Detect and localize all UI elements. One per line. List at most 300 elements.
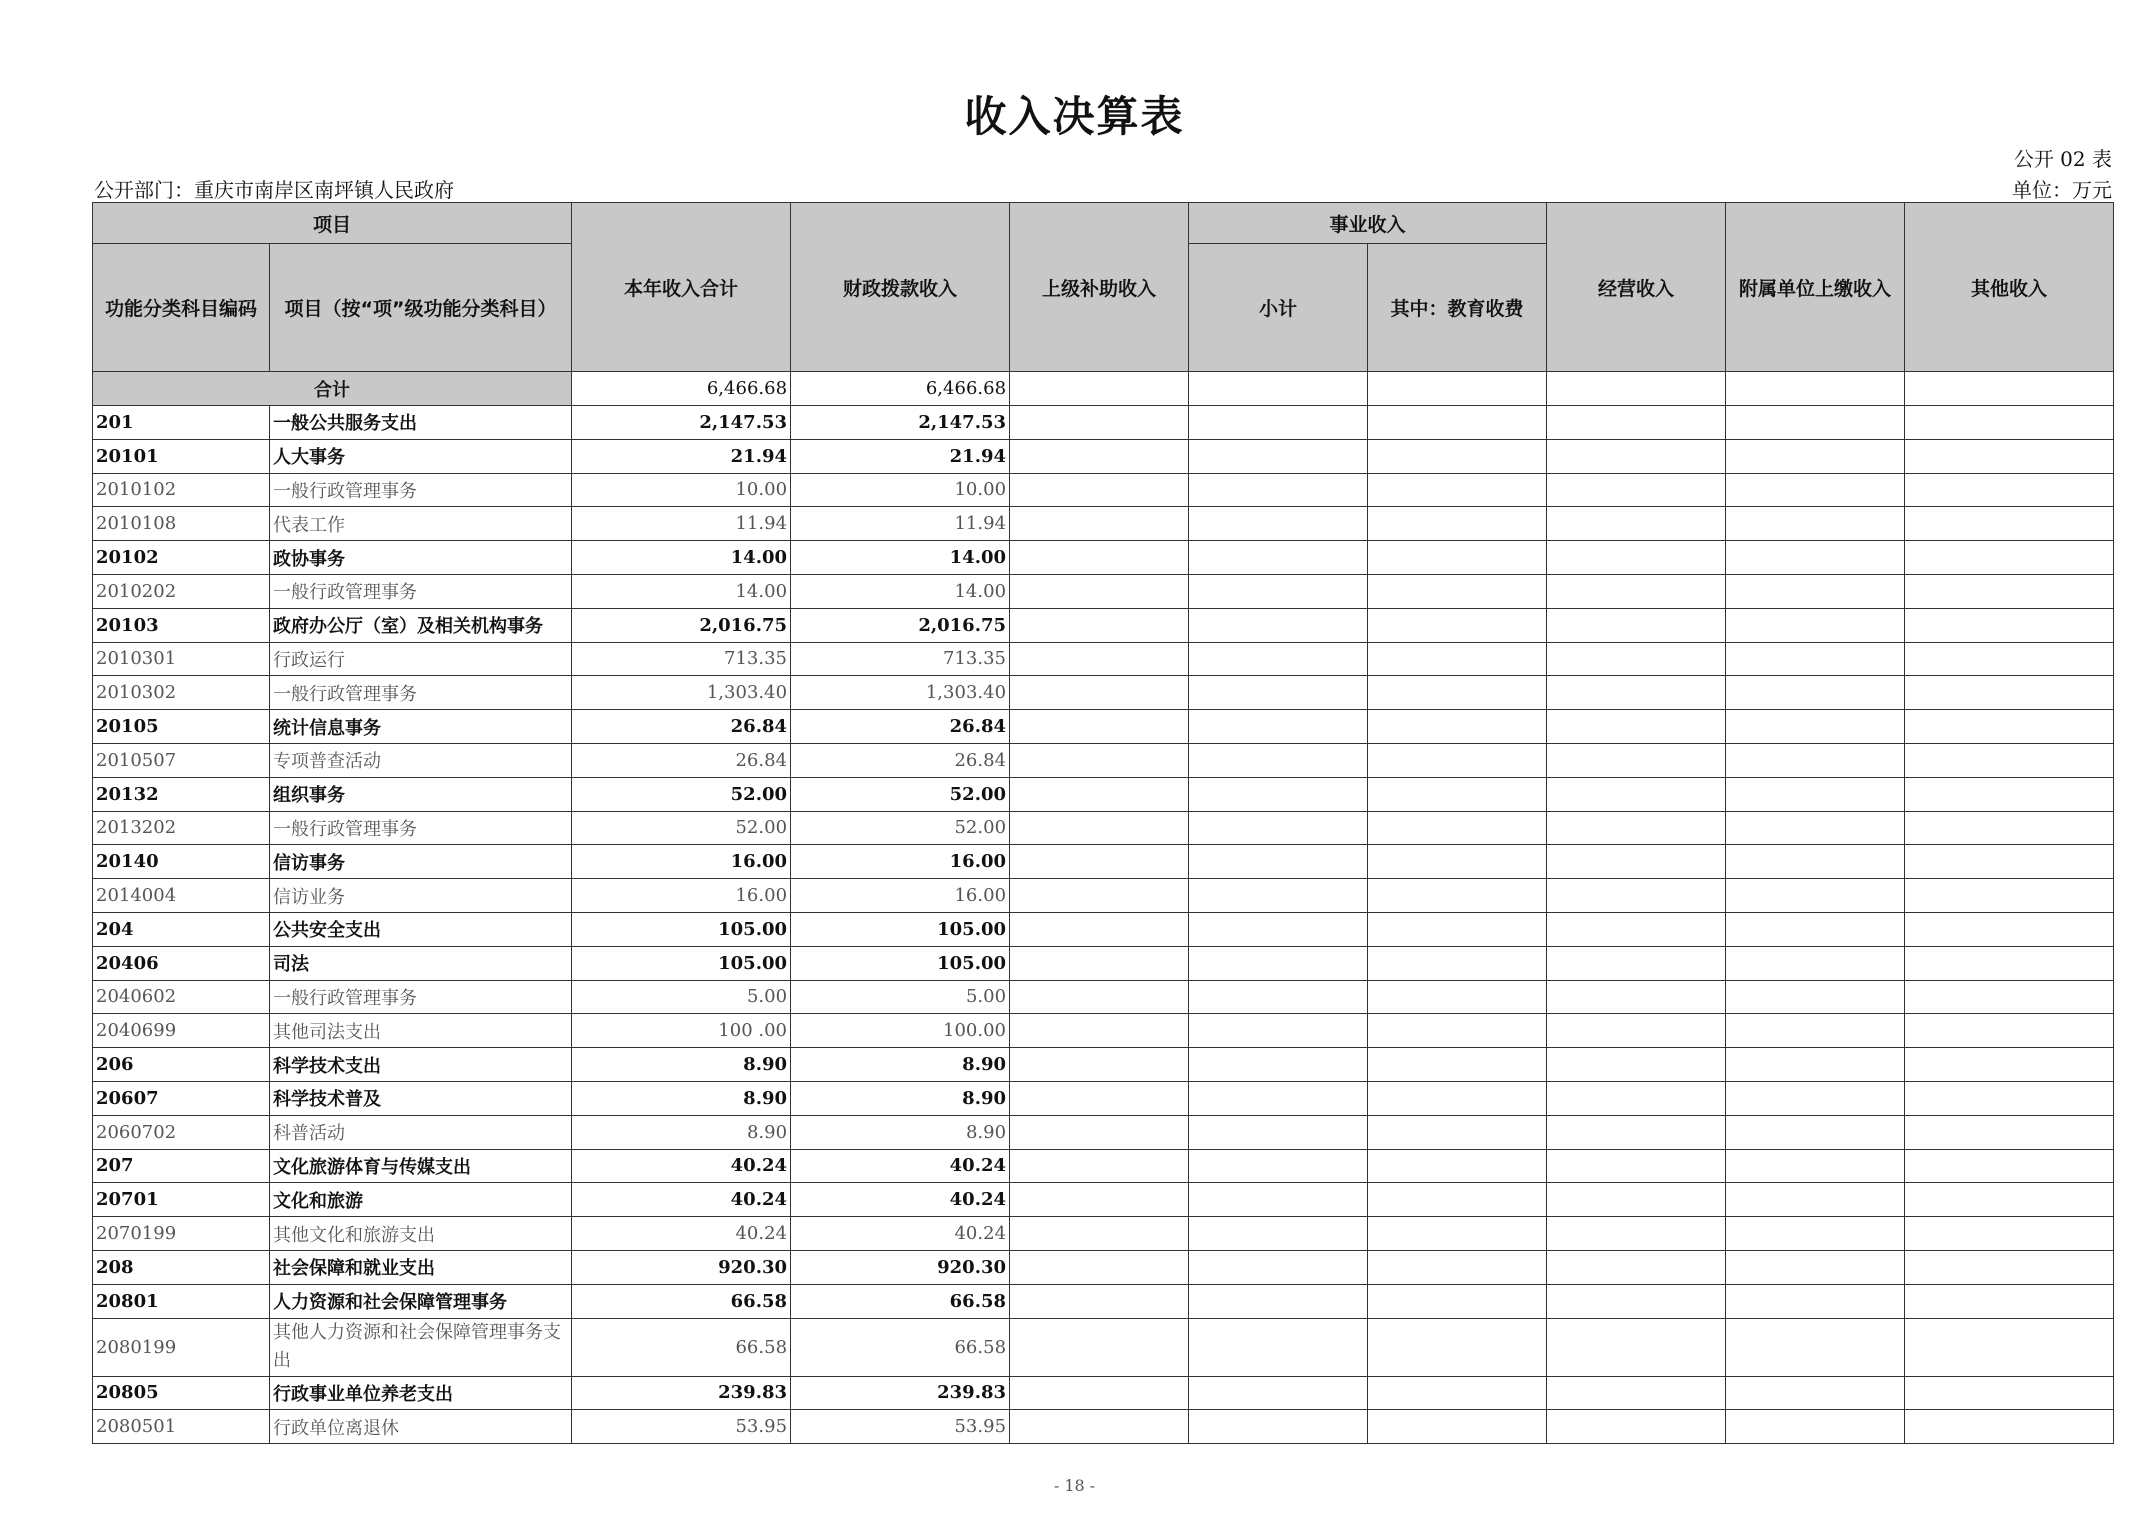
empty-cell xyxy=(1368,1149,1547,1183)
row-fiscal: 21.94 xyxy=(791,439,1010,473)
row-total: 26.84 xyxy=(572,743,791,777)
row-fiscal: 100.00 xyxy=(791,1014,1010,1048)
empty-cell xyxy=(1547,845,1726,879)
row-total: 1,303.40 xyxy=(572,676,791,710)
row-name: 代表工作 xyxy=(270,507,572,541)
empty-cell xyxy=(1726,1376,1905,1410)
table-row xyxy=(93,1410,2114,1444)
row-fiscal: 26.84 xyxy=(791,710,1010,744)
row-name: 一般行政管理事务 xyxy=(270,574,572,608)
row-total: 105.00 xyxy=(572,912,791,946)
table-row xyxy=(93,1115,2114,1149)
empty-cell xyxy=(1010,507,1189,541)
empty-cell xyxy=(1189,1183,1368,1217)
empty-cell xyxy=(1547,541,1726,575)
empty-cell xyxy=(1905,473,2114,507)
row-name: 政协事务 xyxy=(270,541,572,575)
empty-cell xyxy=(1010,811,1189,845)
empty-cell xyxy=(1189,1376,1368,1410)
empty-cell xyxy=(1547,1410,1726,1444)
empty-cell xyxy=(1905,1048,2114,1082)
empty-cell xyxy=(1189,845,1368,879)
empty-cell xyxy=(1726,845,1905,879)
row-code: 20701 xyxy=(93,1183,270,1217)
row-fiscal: 2,147.53 xyxy=(791,406,1010,440)
empty-cell xyxy=(1368,406,1547,440)
empty-cell xyxy=(1547,1081,1726,1115)
row-fiscal: 16.00 xyxy=(791,879,1010,913)
table-row xyxy=(93,1081,2114,1115)
empty-cell xyxy=(1726,777,1905,811)
row-code: 20132 xyxy=(93,777,270,811)
empty-cell xyxy=(1905,1014,2114,1048)
row-fiscal: 8.90 xyxy=(791,1048,1010,1082)
row-fiscal: 713.35 xyxy=(791,642,1010,676)
row-name: 文化旅游体育与传媒支出 xyxy=(270,1149,572,1183)
row-total: 52.00 xyxy=(572,811,791,845)
empty-cell xyxy=(1189,1284,1368,1318)
empty-cell xyxy=(1726,1115,1905,1149)
row-code: 20805 xyxy=(93,1376,270,1410)
empty-cell xyxy=(1189,879,1368,913)
empty-cell xyxy=(1189,912,1368,946)
empty-cell xyxy=(1547,946,1726,980)
empty-cell xyxy=(1905,372,2114,406)
empty-cell xyxy=(1547,608,1726,642)
empty-cell xyxy=(1726,1014,1905,1048)
empty-cell xyxy=(1726,473,1905,507)
table-row xyxy=(93,1149,2114,1183)
row-name: 社会保障和就业支出 xyxy=(270,1250,572,1284)
row-total: 11.94 xyxy=(572,507,791,541)
row-fiscal: 26.84 xyxy=(791,743,1010,777)
empty-cell xyxy=(1010,1410,1189,1444)
row-total: 66.58 xyxy=(572,1318,791,1376)
empty-cell xyxy=(1189,642,1368,676)
row-code: 208 xyxy=(93,1250,270,1284)
empty-cell xyxy=(1547,1284,1726,1318)
empty-cell xyxy=(1368,439,1547,473)
department-label: 公开部门：重庆市南岸区南坪镇人民政府 xyxy=(94,178,454,202)
row-name: 统计信息事务 xyxy=(270,710,572,744)
table-row xyxy=(93,676,2114,710)
empty-cell xyxy=(1010,743,1189,777)
row-code: 2010507 xyxy=(93,743,270,777)
empty-cell xyxy=(1189,541,1368,575)
empty-cell xyxy=(1905,608,2114,642)
empty-cell xyxy=(1547,1048,1726,1082)
empty-cell xyxy=(1905,439,2114,473)
row-name: 一般行政管理事务 xyxy=(270,676,572,710)
row-total: 40.24 xyxy=(572,1149,791,1183)
empty-cell xyxy=(1547,1217,1726,1251)
row-fiscal: 10.00 xyxy=(791,473,1010,507)
empty-cell xyxy=(1547,743,1726,777)
empty-cell xyxy=(1189,1149,1368,1183)
header-fiscal: 财政拨款收入 xyxy=(791,203,1010,372)
row-code: 2014004 xyxy=(93,879,270,913)
row-name: 政府办公厅（室）及相关机构事务 xyxy=(270,608,572,642)
empty-cell xyxy=(1368,676,1547,710)
empty-cell xyxy=(1905,1410,2114,1444)
row-code: 2040699 xyxy=(93,1014,270,1048)
empty-cell xyxy=(1010,1081,1189,1115)
empty-cell xyxy=(1547,1183,1726,1217)
empty-cell xyxy=(1905,879,2114,913)
table-row xyxy=(93,811,2114,845)
empty-cell xyxy=(1368,1318,1547,1376)
empty-cell xyxy=(1368,372,1547,406)
empty-cell xyxy=(1905,845,2114,879)
row-fiscal: 105.00 xyxy=(791,946,1010,980)
empty-cell xyxy=(1189,574,1368,608)
empty-cell xyxy=(1010,1014,1189,1048)
table-row xyxy=(93,507,2114,541)
row-code: 2080501 xyxy=(93,1410,270,1444)
empty-cell xyxy=(1547,372,1726,406)
empty-cell xyxy=(1368,574,1547,608)
row-total: 14.00 xyxy=(572,541,791,575)
row-code: 2010202 xyxy=(93,574,270,608)
empty-cell xyxy=(1547,1376,1726,1410)
row-fiscal: 66.58 xyxy=(791,1284,1010,1318)
table-row xyxy=(93,1284,2114,1318)
row-fiscal: 105.00 xyxy=(791,912,1010,946)
empty-cell xyxy=(1189,507,1368,541)
row-fiscal: 8.90 xyxy=(791,1081,1010,1115)
row-name: 行政事业单位养老支出 xyxy=(270,1376,572,1410)
row-total: 8.90 xyxy=(572,1081,791,1115)
table-row xyxy=(93,980,2114,1014)
empty-cell xyxy=(1726,642,1905,676)
empty-cell xyxy=(1726,811,1905,845)
row-fiscal: 239.83 xyxy=(791,1376,1010,1410)
empty-cell xyxy=(1905,574,2114,608)
row-fiscal: 66.58 xyxy=(791,1318,1010,1376)
row-name: 一般行政管理事务 xyxy=(270,811,572,845)
row-total: 16.00 xyxy=(572,845,791,879)
row-total: 713.35 xyxy=(572,642,791,676)
row-name: 人力资源和社会保障管理事务 xyxy=(270,1284,572,1318)
empty-cell xyxy=(1368,912,1547,946)
empty-cell xyxy=(1010,372,1189,406)
empty-cell xyxy=(1547,710,1726,744)
empty-cell xyxy=(1547,1115,1726,1149)
empty-cell xyxy=(1368,1410,1547,1444)
row-total: 105.00 xyxy=(572,946,791,980)
row-total: 52.00 xyxy=(572,777,791,811)
row-code: 20607 xyxy=(93,1081,270,1115)
header-business: 事业收入 xyxy=(1189,203,1547,244)
empty-cell xyxy=(1189,608,1368,642)
table-row xyxy=(93,473,2114,507)
row-name: 人大事务 xyxy=(270,439,572,473)
row-name: 信访事务 xyxy=(270,845,572,879)
empty-cell xyxy=(1726,406,1905,440)
row-name: 行政单位离退休 xyxy=(270,1410,572,1444)
empty-cell xyxy=(1726,980,1905,1014)
empty-cell xyxy=(1547,879,1726,913)
header-operating: 经营收入 xyxy=(1547,203,1726,372)
row-total: 239.83 xyxy=(572,1376,791,1410)
empty-cell xyxy=(1010,406,1189,440)
row-fiscal: 53.95 xyxy=(791,1410,1010,1444)
empty-cell xyxy=(1368,743,1547,777)
empty-cell xyxy=(1368,541,1547,575)
row-code: 201 xyxy=(93,406,270,440)
row-fiscal: 8.90 xyxy=(791,1115,1010,1149)
row-total: 920.30 xyxy=(572,1250,791,1284)
header-name: 项目（按“项”级功能分类科目） xyxy=(270,244,572,372)
row-total: 8.90 xyxy=(572,1115,791,1149)
empty-cell xyxy=(1726,541,1905,575)
row-total: 2,147.53 xyxy=(572,406,791,440)
empty-cell xyxy=(1547,912,1726,946)
row-code: 2080199 xyxy=(93,1318,270,1376)
empty-cell xyxy=(1010,980,1189,1014)
empty-cell xyxy=(1905,743,2114,777)
row-name: 科学技术支出 xyxy=(270,1048,572,1082)
empty-cell xyxy=(1905,1149,2114,1183)
table-row xyxy=(93,406,2114,440)
empty-cell xyxy=(1010,541,1189,575)
empty-cell xyxy=(1547,980,1726,1014)
empty-cell xyxy=(1547,1014,1726,1048)
row-code: 20140 xyxy=(93,845,270,879)
empty-cell xyxy=(1905,777,2114,811)
empty-cell xyxy=(1368,642,1547,676)
row-code: 2010108 xyxy=(93,507,270,541)
page-number: - 18 - xyxy=(1053,1476,1096,1495)
empty-cell xyxy=(1189,811,1368,845)
empty-cell xyxy=(1726,1183,1905,1217)
empty-cell xyxy=(1547,676,1726,710)
total-amount: 6,466.68 xyxy=(572,372,791,406)
row-fiscal: 920.30 xyxy=(791,1250,1010,1284)
empty-cell xyxy=(1010,845,1189,879)
empty-cell xyxy=(1726,1284,1905,1318)
header-code: 功能分类科目编码 xyxy=(93,244,270,372)
empty-cell xyxy=(1726,507,1905,541)
empty-cell xyxy=(1726,439,1905,473)
header-education: 其中：教育收费 xyxy=(1368,244,1547,372)
empty-cell xyxy=(1905,406,2114,440)
total-row xyxy=(93,372,2114,406)
empty-cell xyxy=(1368,1284,1547,1318)
row-fiscal: 11.94 xyxy=(791,507,1010,541)
row-fiscal: 1,303.40 xyxy=(791,676,1010,710)
empty-cell xyxy=(1189,406,1368,440)
empty-cell xyxy=(1905,541,2114,575)
empty-cell xyxy=(1368,777,1547,811)
row-code: 20801 xyxy=(93,1284,270,1318)
row-name: 其他人力资源和社会保障管理事务支出 xyxy=(270,1318,572,1376)
table-row xyxy=(93,743,2114,777)
empty-cell xyxy=(1368,608,1547,642)
empty-cell xyxy=(1189,777,1368,811)
row-name: 一般行政管理事务 xyxy=(270,980,572,1014)
empty-cell xyxy=(1547,406,1726,440)
empty-cell xyxy=(1726,946,1905,980)
form-number: 公开 02 表 xyxy=(2013,147,2112,171)
empty-cell xyxy=(1010,608,1189,642)
empty-cell xyxy=(1368,507,1547,541)
empty-cell xyxy=(1726,574,1905,608)
empty-cell xyxy=(1010,676,1189,710)
empty-cell xyxy=(1010,1217,1189,1251)
table-row xyxy=(93,777,2114,811)
empty-cell xyxy=(1547,473,1726,507)
empty-cell xyxy=(1368,1250,1547,1284)
table-row xyxy=(93,439,2114,473)
row-name: 行政运行 xyxy=(270,642,572,676)
empty-cell xyxy=(1189,676,1368,710)
empty-cell xyxy=(1905,1217,2114,1251)
total-fiscal: 6,466.68 xyxy=(791,372,1010,406)
empty-cell xyxy=(1010,710,1189,744)
row-name: 科学技术普及 xyxy=(270,1081,572,1115)
empty-cell xyxy=(1905,1081,2114,1115)
header-affiliated: 附属单位上缴收入 xyxy=(1726,203,1905,372)
empty-cell xyxy=(1726,1149,1905,1183)
table-row xyxy=(93,912,2114,946)
empty-cell xyxy=(1726,710,1905,744)
empty-cell xyxy=(1368,1217,1547,1251)
empty-cell xyxy=(1547,439,1726,473)
table-row xyxy=(93,1014,2114,1048)
row-name: 科普活动 xyxy=(270,1115,572,1149)
row-fiscal: 52.00 xyxy=(791,811,1010,845)
unit-label: 单位：万元 xyxy=(2012,178,2112,202)
empty-cell xyxy=(1547,642,1726,676)
row-total: 100 .00 xyxy=(572,1014,791,1048)
empty-cell xyxy=(1547,777,1726,811)
empty-cell xyxy=(1726,1048,1905,1082)
empty-cell xyxy=(1189,743,1368,777)
header-superior: 上级补助收入 xyxy=(1010,203,1189,372)
empty-cell xyxy=(1547,1149,1726,1183)
row-name: 司法 xyxy=(270,946,572,980)
row-total: 53.95 xyxy=(572,1410,791,1444)
table-row xyxy=(93,879,2114,913)
empty-cell xyxy=(1905,980,2114,1014)
empty-cell xyxy=(1368,879,1547,913)
empty-cell xyxy=(1010,1318,1189,1376)
row-fiscal: 40.24 xyxy=(791,1217,1010,1251)
row-fiscal: 5.00 xyxy=(791,980,1010,1014)
empty-cell xyxy=(1368,1376,1547,1410)
table-row xyxy=(93,710,2114,744)
row-fiscal: 40.24 xyxy=(791,1183,1010,1217)
empty-cell xyxy=(1726,879,1905,913)
empty-cell xyxy=(1189,473,1368,507)
row-fiscal: 14.00 xyxy=(791,574,1010,608)
empty-cell xyxy=(1547,811,1726,845)
empty-cell xyxy=(1368,710,1547,744)
empty-cell xyxy=(1368,473,1547,507)
empty-cell xyxy=(1905,1376,2114,1410)
row-total: 66.58 xyxy=(572,1284,791,1318)
empty-cell xyxy=(1368,1183,1547,1217)
row-fiscal: 2,016.75 xyxy=(791,608,1010,642)
empty-cell xyxy=(1368,1014,1547,1048)
empty-cell xyxy=(1368,1081,1547,1115)
row-code: 2040602 xyxy=(93,980,270,1014)
empty-cell xyxy=(1905,1284,2114,1318)
table-row xyxy=(93,1048,2114,1082)
empty-cell xyxy=(1189,1081,1368,1115)
empty-cell xyxy=(1368,845,1547,879)
row-name: 其他文化和旅游支出 xyxy=(270,1217,572,1251)
empty-cell xyxy=(1189,439,1368,473)
row-code: 20103 xyxy=(93,608,270,642)
row-total: 5.00 xyxy=(572,980,791,1014)
row-code: 207 xyxy=(93,1149,270,1183)
empty-cell xyxy=(1189,1115,1368,1149)
empty-cell xyxy=(1189,372,1368,406)
empty-cell xyxy=(1726,676,1905,710)
table-row xyxy=(93,1250,2114,1284)
table-row xyxy=(93,1376,2114,1410)
empty-cell xyxy=(1010,912,1189,946)
empty-cell xyxy=(1905,1318,2114,1376)
table-row xyxy=(93,608,2114,642)
empty-cell xyxy=(1189,1318,1368,1376)
row-code: 204 xyxy=(93,912,270,946)
income-table xyxy=(92,202,2114,1444)
empty-cell xyxy=(1010,879,1189,913)
row-total: 40.24 xyxy=(572,1217,791,1251)
empty-cell xyxy=(1726,1410,1905,1444)
empty-cell xyxy=(1189,946,1368,980)
empty-cell xyxy=(1726,1081,1905,1115)
row-name: 组织事务 xyxy=(270,777,572,811)
row-code: 20105 xyxy=(93,710,270,744)
empty-cell xyxy=(1010,1376,1189,1410)
row-fiscal: 14.00 xyxy=(791,541,1010,575)
header-item: 项目 xyxy=(93,203,572,244)
empty-cell xyxy=(1726,372,1905,406)
empty-cell xyxy=(1010,1284,1189,1318)
empty-cell xyxy=(1905,912,2114,946)
empty-cell xyxy=(1189,1410,1368,1444)
row-total: 40.24 xyxy=(572,1183,791,1217)
empty-cell xyxy=(1905,946,2114,980)
empty-cell xyxy=(1010,1115,1189,1149)
empty-cell xyxy=(1010,439,1189,473)
empty-cell xyxy=(1726,1318,1905,1376)
empty-cell xyxy=(1905,710,2114,744)
empty-cell xyxy=(1726,1217,1905,1251)
empty-cell xyxy=(1010,1250,1189,1284)
row-fiscal: 40.24 xyxy=(791,1149,1010,1183)
empty-cell xyxy=(1189,710,1368,744)
row-code: 2013202 xyxy=(93,811,270,845)
empty-cell xyxy=(1010,642,1189,676)
empty-cell xyxy=(1189,1217,1368,1251)
row-name: 文化和旅游 xyxy=(270,1183,572,1217)
empty-cell xyxy=(1368,1048,1547,1082)
empty-cell xyxy=(1905,507,2114,541)
empty-cell xyxy=(1368,811,1547,845)
empty-cell xyxy=(1189,1014,1368,1048)
empty-cell xyxy=(1368,1115,1547,1149)
row-code: 2010302 xyxy=(93,676,270,710)
empty-cell xyxy=(1010,777,1189,811)
row-code: 2060702 xyxy=(93,1115,270,1149)
row-total: 2,016.75 xyxy=(572,608,791,642)
row-code: 206 xyxy=(93,1048,270,1082)
